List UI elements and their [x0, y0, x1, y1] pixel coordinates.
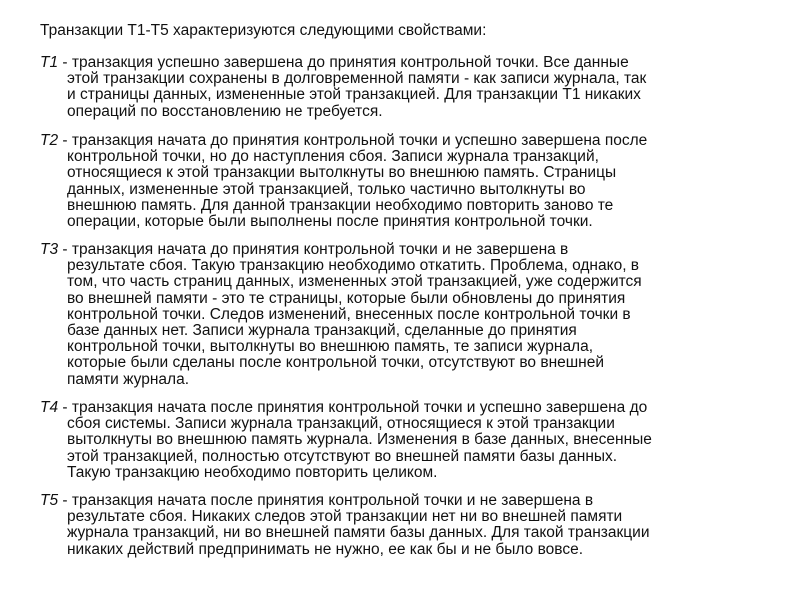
paragraph-line: том, что часть страниц данных, измененных этой транзакцией, уже содержится [67, 273, 642, 291]
transaction-label: T1 [40, 54, 59, 71]
paragraph-line: базе данных нет. Записи журнала транзакций, сделанные до принятия [67, 322, 577, 340]
transaction-label: T4 [40, 399, 59, 416]
paragraph-line: результате сбоя. Такую транзакцию необходимо откатить. Проблема, однако, в [67, 257, 640, 275]
paragraph-line: относящиеся к этой транзакции вытолкнуты во внешнюю память. Страницы [67, 164, 617, 182]
transaction-label: T5 [40, 492, 59, 509]
paragraph-line: Такую транзакцию необходимо повторить целиком. [67, 463, 438, 481]
paragraph-first-line [40, 493, 760, 509]
page-heading: Транзакции T1-T5 характеризуются следующими свойствами: [40, 22, 487, 39]
paragraph-line: операций по восстановлению не требуется. [67, 102, 383, 120]
paragraph-line: внешнюю память. Для данной транзакции необходимо повторить заново те [67, 196, 614, 214]
paragraph-line: этой транзакции сохранены в долговременной памяти - как записи журнала, так [67, 70, 647, 88]
transaction-label: T3 [40, 241, 59, 258]
transaction-t4-description [40, 400, 760, 481]
transaction-t2-description [40, 133, 760, 230]
paragraph-text: - транзакция начата после принятия контрольной точки и не завершена в [58, 492, 594, 509]
paragraph-line: этой транзакцией, полностью отсутствуют во внешней памяти базы данных. [67, 447, 618, 465]
paragraph-text: - транзакция начата после принятия контрольной точки и успешно завершена до [58, 399, 648, 416]
paragraph-line: контрольной точки, но до наступления сбоя. Записи журнала транзакций, [67, 148, 599, 166]
transaction-label: T2 [40, 132, 59, 149]
paragraph-line: контрольной точки. Следов изменений, внесенных после контрольной точки в [67, 305, 631, 323]
transaction-t1-description [40, 55, 760, 120]
paragraph-first-line [40, 242, 760, 258]
paragraph-line: журнала транзакций, ни во внешней памяти базы данных. Для такой транзакции [67, 524, 650, 542]
paragraph-first-line [40, 55, 760, 71]
paragraph-line: данных, измененные этой транзакцией, только частично вытолкнуты во [67, 180, 586, 198]
paragraph-line: результате сбоя. Никаких следов этой транзакции нет ни во внешней памяти [67, 508, 623, 526]
paragraph-text: - транзакция начата до принятия контрольной точки и не завершена в [58, 241, 569, 258]
paragraph-line: контрольной точки, вытолкнуты во внешнюю память, те записи журнала, [67, 338, 594, 356]
paragraph-line: сбоя системы. Записи журнала транзакций, относящиеся к этой транзакции [67, 415, 615, 433]
paragraph-line: операции, которые были выполнены после принятия контрольной точки. [67, 213, 593, 231]
paragraph-line: никаких действий предпринимать не нужно, ее как бы и не было вовсе. [67, 540, 583, 558]
paragraph-line: вытолкнуты во внешнюю память журнала. Изменения в базе данных, внесенные [67, 431, 652, 449]
paragraph-text: - транзакция начата до принятия контрольной точки и успешно завершена после [58, 132, 648, 149]
transaction-t3-description [40, 242, 760, 388]
paragraph-line: памяти журнала. [67, 370, 190, 388]
transaction-t5-description [40, 493, 760, 558]
paragraph-line: которые были сделаны после контрольной точки, отсутствуют во внешней [67, 354, 605, 372]
paragraph-text: - транзакция успешно завершена до принятия контрольной точки. Все данные [58, 54, 629, 71]
paragraph-first-line [40, 133, 760, 149]
paragraph-line: и страницы данных, измененные этой транзакцией. Для транзакции Т1 никаких [67, 86, 641, 104]
paragraph-first-line [40, 400, 760, 416]
paragraph-line: во внешней памяти - это те страницы, которые были обновлены до принятия [67, 289, 626, 307]
